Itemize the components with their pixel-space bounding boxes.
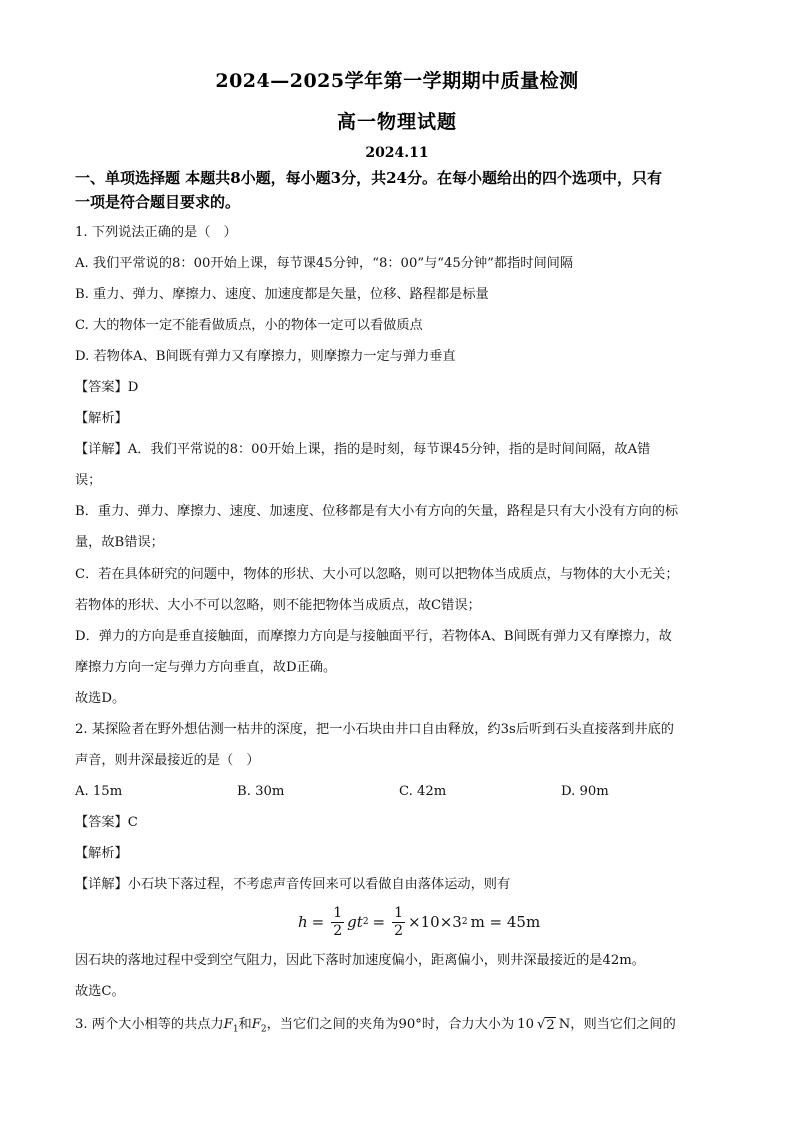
q1-option-b: B. 重力、弹力、摩擦力、速度、加速度都是矢量，位移、路程都是标量 bbox=[75, 287, 489, 302]
formula-fraction: $\frac{1}{2}$ bbox=[394, 904, 404, 939]
q1-answer: 【答案】D bbox=[75, 380, 139, 395]
q1-detail-line: D．弹力的方向是垂直接触面，而摩擦力方向是与接触面平行，若物体A、B间既有弹力又有摩擦力，故 bbox=[75, 629, 672, 644]
q2-analysis-label: 【解析】 bbox=[75, 846, 128, 861]
q2-option-a: A. 15m bbox=[75, 784, 123, 799]
q1-detail-line: B．重力、弹力、摩擦力、速度、加速度、位移都是有大小有方向的矢量，路程是只有大小没有方向的标 bbox=[75, 504, 679, 519]
q2-detail-line: 因石块的落地过程中受到空气阻力，因此下落时加速度偏小，距离偏小，则井深最接近的是42m。 bbox=[75, 953, 645, 968]
force-f2: F bbox=[251, 1017, 261, 1032]
q2-options bbox=[75, 783, 735, 801]
formula-middle: ×10×3 bbox=[408, 913, 462, 931]
q1-option-a: A. 我们平常说的8：00开始上课，每节课45分钟，“8：00”与“45分钟”都指时间间隔 bbox=[75, 256, 574, 271]
formula-equals: = bbox=[372, 913, 386, 931]
q1-detail-line: 若物体的形状、大小不可以忽略，则不能把物体当成质点，故C错误； bbox=[75, 598, 481, 613]
exam-date: 2024.11 bbox=[365, 145, 429, 161]
section-heading-line2: 一项是符合题目要求的。 bbox=[75, 193, 241, 211]
q1-detail-line: 误； bbox=[75, 473, 102, 488]
formula-exponent: 2 bbox=[362, 917, 369, 927]
formula-fraction: $\frac{1}{2}$ bbox=[333, 904, 343, 939]
q1-detail-line: 摩擦力方向一定与弹力方向垂直，故D正确。 bbox=[75, 660, 337, 675]
sqrt-symbol: √ 2 bbox=[536, 1017, 555, 1033]
formula-exponent: 2 bbox=[461, 917, 468, 927]
formula-equals: = bbox=[311, 913, 325, 931]
q1-stem: 1. 下列说法正确的是（ ） bbox=[75, 225, 237, 240]
q2-option-d: D. 90m bbox=[561, 784, 609, 799]
q1-detail-line: C．若在具体研究的问题中，物体的形状、大小可以忽略，则可以把物体当成质点，与物体的大小无关； bbox=[75, 567, 679, 582]
q1-conclusion: 故选D。 bbox=[75, 691, 126, 706]
q2-conclusion: 故选C。 bbox=[75, 984, 125, 999]
q3-stem: 3. 两个大小相等的共点力$F_1$和$F_2$，当它们之间的夹角为90°时，合力大小为 10 √ 2 N，则当它们之间的 bbox=[75, 1017, 676, 1035]
q2-stem-line2: 声音，则井深最接近的是（ ） bbox=[75, 753, 260, 768]
formula-lhs: h bbox=[298, 913, 308, 931]
q1-detail-line: 【详解】A．我们平常说的8：00开始上课，指的是时刻，每节课45分钟，指的是时间间隔，故A错 bbox=[75, 442, 651, 457]
q2-stem-line1: 2. 某探险者在野外想估测一枯井的深度，把一小石块由井口自由释放，约3s后听到石头直接落到井底的 bbox=[75, 722, 674, 737]
section-heading-line1: 一、单项选择题 本题共8小题，每小题3分，共24分。在每小题给出的四个选项中，只有 bbox=[75, 169, 662, 187]
q2-answer: 【答案】C bbox=[75, 815, 138, 830]
q2-option-c: C. 42m bbox=[399, 784, 447, 799]
force-f1: F bbox=[223, 1017, 233, 1032]
q1-option-d: D. 若物体A、B间既有弹力又有摩擦力，则摩擦力一定与弹力垂直 bbox=[75, 349, 456, 364]
q1-detail-line: 量，故B错误； bbox=[75, 535, 164, 550]
formula-result: m = 45m bbox=[470, 913, 541, 931]
subject-title: 高一物理试题 bbox=[336, 111, 457, 133]
free-fall-formula bbox=[298, 902, 540, 942]
q1-analysis-label: 【解析】 bbox=[75, 411, 128, 426]
q1-option-c: C. 大的物体一定不能看做质点，小的物体一定可以看做质点 bbox=[75, 318, 423, 333]
formula-gt: gt bbox=[347, 913, 363, 931]
q2-detail-line: 【详解】小石块下落过程，不考虑声音传回来可以看做自由落体运动，则有 bbox=[75, 877, 511, 892]
exam-title: 2024—2025学年第一学期期中质量检测 bbox=[215, 70, 579, 92]
q2-option-b: B. 30m bbox=[237, 784, 285, 799]
